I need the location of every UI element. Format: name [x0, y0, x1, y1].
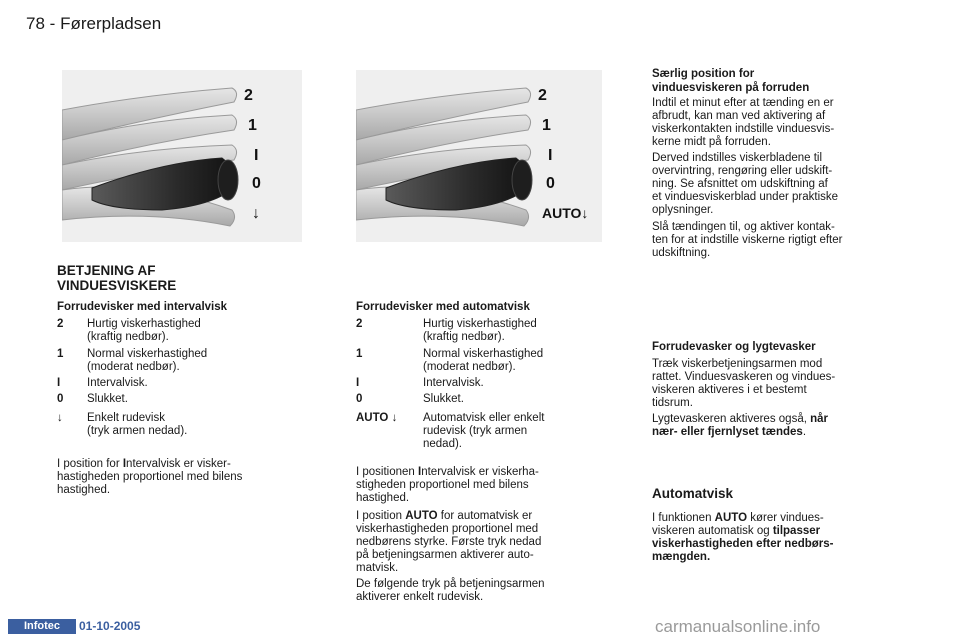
- list-item: [356, 348, 606, 376]
- list-item: [57, 412, 317, 440]
- item-text: Hurtig viskerhastighed (kraftig nedbør).: [87, 318, 201, 343]
- footer-date: 01-10-2005: [79, 619, 141, 633]
- wiper-lever-illustration: [356, 70, 602, 242]
- paragraph-washer-2: Lygtevaskeren aktiveres også, når nær- eller fjernlyset tændes.: [652, 413, 829, 438]
- item-text: Slukket.: [87, 393, 128, 405]
- list-item: [57, 377, 317, 391]
- item-text: Normal viskerhastighed (moderat nedbør).: [87, 348, 208, 373]
- item-key: 2: [356, 318, 363, 330]
- lever-label: 2: [538, 87, 547, 104]
- item-key: 0: [57, 393, 64, 405]
- paragraph-special-2: Derved indstilles viskerbladene til overvintring, rengøring eller udskift- ning. Se afsnittet om udskiftning af et vinduesviskerblad under praktiske oplysninger.: [652, 152, 839, 216]
- section-title-wipers: [57, 263, 317, 293]
- subtitle-special-position: Særlig position for vinduesviskeren på forruden: [652, 68, 810, 94]
- wiper-lever-illustration: [62, 70, 302, 242]
- section-title-line: BETJENING AF: [57, 263, 156, 278]
- paragraph-washer-1: Træk viskerbetjeningsarmen mod rattet. Vinduesvaskeren og vindues- viskeren aktiveres i et bestemt tidsrum.: [652, 358, 836, 409]
- paragraph-auto-position: I position AUTO for automatvisk er viskerhastigheden proportionel med nedbørens styrke. Første tryk nedad på betjeningsarmen aktiverer auto- matvisk.: [356, 510, 542, 574]
- list-item: [356, 393, 606, 407]
- paragraph-auto: I funktionen AUTO kører vindues- viskeren automatisk og tilpasser viskerhastigheden efter nedbørs- mængden.: [652, 512, 834, 563]
- paragraph-special-3: Slå tændingen til, og aktiver kontak- ten for at indstille viskerne rigtigt efter udskiftning.: [652, 221, 843, 259]
- watermark: carmanualsonline.info: [655, 617, 821, 636]
- lever-position-labels: [538, 87, 588, 221]
- page-header: [26, 14, 161, 34]
- section-title-line: VINDUESVISKERE: [57, 278, 177, 293]
- subtitle-auto: Forrudevisker med automatvisk: [356, 301, 530, 313]
- paragraph-special-1: Indtil et minut efter at tænding en er afbrudt, kan man ved aktivering af viskerkontakten indstille vinduesvis- kerne midt på forruden.: [652, 97, 835, 148]
- lever-label: 0: [546, 175, 555, 192]
- item-key: I: [356, 377, 360, 389]
- item-text: Slukket.: [423, 393, 464, 405]
- page-title: Førerpladsen: [60, 14, 162, 33]
- list-item: [356, 377, 606, 391]
- item-text: Intervalvisk.: [423, 377, 484, 389]
- item-text: Intervalvisk.: [87, 377, 148, 389]
- arrow-down-icon: ↓: [57, 412, 63, 424]
- subtitle-washer: Forrudevasker og lygtevasker: [652, 341, 816, 353]
- item-key: 2: [57, 318, 64, 330]
- lever-label: ↓: [252, 205, 260, 222]
- page-number: 78: [26, 14, 45, 33]
- item-text: Enkelt rudevisk (tryk armen nedad).: [87, 412, 188, 437]
- lever-label: I: [548, 147, 553, 164]
- item-text: Hurtig viskerhastighed (kraftig nedbør).: [423, 318, 537, 343]
- lever-label: 2: [244, 87, 253, 104]
- list-item: [356, 318, 606, 346]
- section-title-auto: Automatvisk: [652, 486, 734, 501]
- lever-label: 1: [542, 117, 551, 134]
- item-key: 0: [356, 393, 363, 405]
- lever-label: 0: [252, 175, 261, 192]
- item-key: 1: [356, 348, 363, 360]
- wiper-lever-figure-auto: [356, 70, 602, 242]
- list-item: [356, 412, 606, 454]
- lever-label: AUTO↓: [542, 205, 589, 221]
- list-item: [57, 393, 317, 407]
- lever-position-labels: [244, 87, 261, 222]
- paragraph-interval-auto: I positionen Intervalvisk er viskerha- stigheden proportionel med bilens hastighed.: [356, 466, 539, 504]
- list-item: [57, 348, 317, 376]
- infotec-logo: Infotec: [8, 619, 76, 634]
- item-key: 1: [57, 348, 64, 360]
- item-key-auto: AUTO ↓: [356, 412, 398, 424]
- item-text: Automatvisk eller enkelt rudevisk (tryk armen nedad).: [423, 412, 545, 450]
- list-item: [57, 318, 317, 346]
- lever-label: 1: [248, 117, 257, 134]
- header-separator: -: [49, 14, 56, 33]
- paragraph-following-press: De følgende tryk på betjeningsarmen aktiverer enkelt rudevisk.: [356, 578, 545, 603]
- item-key: I: [57, 377, 61, 389]
- item-text: Normal viskerhastighed (moderat nedbør).: [423, 348, 544, 373]
- subtitle-interval: Forrudevisker med intervalvisk: [57, 301, 228, 313]
- lever-label: I: [254, 147, 259, 164]
- wiper-lever-figure-interval: [62, 70, 302, 242]
- paragraph-interval: I position for Intervalvisk er visker- hastigheden proportionel med bilens hastighed.: [57, 458, 243, 496]
